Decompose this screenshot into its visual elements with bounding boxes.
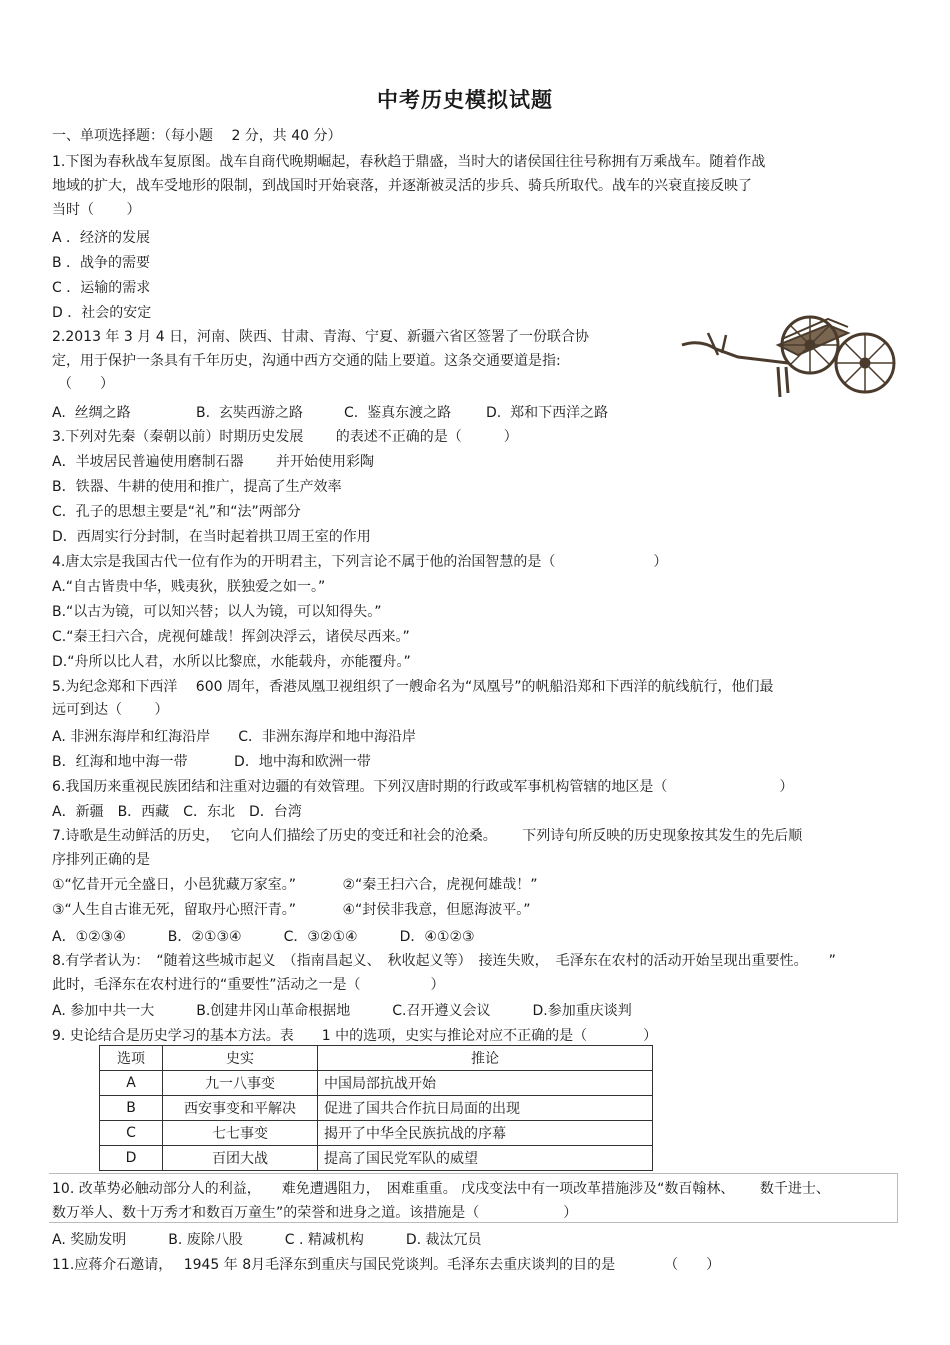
q8-stem-line-1: 8.有学者认为： “随着这些城市起义 （指南昌起义、 秋收起义等） 接连失败， 毛泽东在农村的活动开始呈现出重要性。 ” [52, 953, 836, 969]
q2-option-c: C. 鉴真东渡之路 [344, 405, 452, 421]
q9-stem: 9. 史论结合是历史学习的基本方法。表 1 中的选项，史实与推论对应不正确的是（ ） [52, 1028, 658, 1044]
table-cell: A [100, 1071, 163, 1096]
q7-poems-line-1: ①“忆昔开元全盛日，小邑犹藏万家室。” ②“秦王扫六合，虎视何雄哉！” [52, 877, 538, 893]
q10-stem-line-2: 数万举人、数十万秀才和数百万童生”的荣誉和进身之道。该措施是（ ） [52, 1205, 578, 1221]
q8-options: A. 参加中共一大 B.创建井冈山革命根据地 C.召开遵义会议 D.参加重庆谈判 [52, 1003, 632, 1019]
q7-options: A．①②③④ B．②①③④ C．③②①④ D．④①②③ [52, 929, 475, 945]
table-cell: 中国局部抗战开始 [318, 1071, 653, 1096]
table-row [100, 1071, 653, 1096]
table-header-cell: 推论 [318, 1046, 653, 1071]
q4-stem: 4.唐太宗是我国古代一位有作为的开明君主，下列言论不属于他的治国智慧的是（ ） [52, 554, 668, 570]
q5-options-line-1: A. 非洲东海岸和红海沿岸 C．非洲东海岸和地中海沿岸 [52, 729, 417, 745]
q2-stem-line-2: 定，用于保护一条具有千年历史，沟通中西方交通的陆上要道。这条交通要道是指: [52, 353, 561, 369]
q4-option-d: D.“舟所以比人君，水所以比黎庶，水能载舟，亦能覆舟。” [52, 654, 411, 670]
q7-stem-line-1: 7.诗歌是生动鲜活的历史， 它向人们描绘了历史的变迁和社会的沧桑。 下列诗句所反映的历史现象按其发生的先后顺 [52, 828, 803, 844]
q4-option-b: B.“以古为镜，可以知兴替；以人为镜，可以知得失。” [52, 604, 382, 620]
q3-option-b: B．铁器、牛耕的使用和推广，提高了生产效率 [52, 479, 342, 495]
q7-poems-line-2: ③“人生自古谁无死，留取丹心照汗青。” ④“封侯非我意，但愿海波平。” [52, 902, 531, 918]
table-cell: D [100, 1146, 163, 1171]
q6-stem: 6.我国历来重视民族团结和注重对边疆的有效管理。下列汉唐时期的行政或军事机构管辖的地区是（ ） [52, 779, 794, 795]
table-cell: 揭开了中华全民族抗战的序幕 [318, 1121, 653, 1146]
table-cell: 七七事变 [163, 1121, 318, 1146]
q2-option-d: D. 郑和下西洋之路 [486, 405, 609, 421]
q5-stem-line-1: 5.为纪念郑和下西洋 600 周年，香港凤凰卫视组织了一艘命名为“凤凰号”的帆船沿郑和下西洋的航线航行，他们最 [52, 679, 774, 695]
q2-stem-line-1: 2.2013 年 3 月 4 日，河南、陕西、甘肃、青海、宁夏、新疆六省区签署了一份联合协 [52, 329, 590, 345]
table-cell: 九一八事变 [163, 1071, 318, 1096]
q9-table [99, 1045, 653, 1171]
section-heading: 一、单项选择题：（每小题 2 分，共 40 分） [52, 128, 342, 144]
q6-options: A．新疆 B．西藏 C．东北 D．台湾 [52, 804, 302, 820]
table-cell: 百团大战 [163, 1146, 318, 1171]
q1-stem-line-2: 地域的扩大，战车受地形的限制，到战国时开始衰落，并逐渐被灵活的步兵、骑兵所取代。战车的兴衰直接反映了 [52, 178, 752, 194]
q4-option-a: A.“自古皆贵中华，贱夷狄，朕独爱之如一。” [52, 579, 326, 595]
table-header-cell: 史实 [163, 1046, 318, 1071]
q5-options-line-2: B．红海和地中海一带 D．地中海和欧洲一带 [52, 754, 371, 770]
q3-stem: 3.下列对先秦（秦朝以前）时期历史发展 的表述不正确的是（ ） [52, 429, 518, 445]
q5-stem-line-2: 远可到达（ ） [52, 702, 169, 718]
q1-option-b: B ．战争的需要 [52, 255, 151, 271]
table-cell: 提高了国民党军队的威望 [318, 1146, 653, 1171]
q1-option-a: A ．经济的发展 [52, 230, 151, 246]
q11-stem: 11.应蒋介石邀请， 1945 年 8月毛泽东到重庆与国民党谈判。毛泽东去重庆谈判的目的是 （ ） [52, 1257, 721, 1273]
q3-option-a: A．半坡居民普遍使用磨制石器 并开始使用彩陶 [52, 454, 375, 470]
q3-option-c: C．孔子的思想主要是“礼”和“法”两部分 [52, 504, 301, 520]
q1-stem-line-3: 当时（ ） [52, 202, 141, 218]
table-cell: 促进了国共合作抗日局面的出现 [318, 1096, 653, 1121]
page-title: 中考历史模拟试题 [377, 88, 553, 112]
table-header-cell: 选项 [100, 1046, 163, 1071]
q3-option-d: D．西周实行分封制，在当时起着拱卫周王室的作用 [52, 529, 371, 545]
q1-option-c: C ．运输的需求 [52, 280, 151, 296]
table-row [100, 1121, 653, 1146]
q10-stem-line-1: 10. 改革势必触动部分人的利益， 难免遭遇阻力， 困难重重。 戊戌变法中有一项改革措施涉及“数百翰林、 数千进士、 [52, 1181, 830, 1197]
q2-option-a: A. 丝绸之路 [52, 405, 131, 421]
q1-option-d: D ．社会的安定 [52, 305, 152, 321]
q8-stem-line-2: 此时，毛泽东在农村进行的“重要性”活动之一是（ ） [52, 977, 445, 993]
q10-options: A. 奖励发明 B. 废除八股 C . 精减机构 D. 裁汰冗员 [52, 1232, 482, 1248]
q2-option-b: B. 玄奘西游之路 [196, 405, 303, 421]
q4-option-c: C.“秦王扫六合，虎视何雄哉！挥剑决浮云，诸侯尽西来。” [52, 629, 410, 645]
chariot-image [678, 305, 900, 405]
table-cell: 西安事变和平解决 [163, 1096, 318, 1121]
table-header-row [100, 1046, 653, 1071]
table-cell: C [100, 1121, 163, 1146]
q7-stem-line-2: 序排列正确的是 [52, 852, 150, 868]
table-row [100, 1146, 653, 1171]
q2-stem-line-3: （ ） [58, 376, 114, 392]
q1-stem-line-1: 1.下图为春秋战车复原图。战车自商代晚期崛起，春秋趋于鼎盛，当时大的诸侯国往往号称拥有万乘战车。随着作战 [52, 154, 766, 170]
table-cell: B [100, 1096, 163, 1121]
table-row [100, 1096, 653, 1121]
